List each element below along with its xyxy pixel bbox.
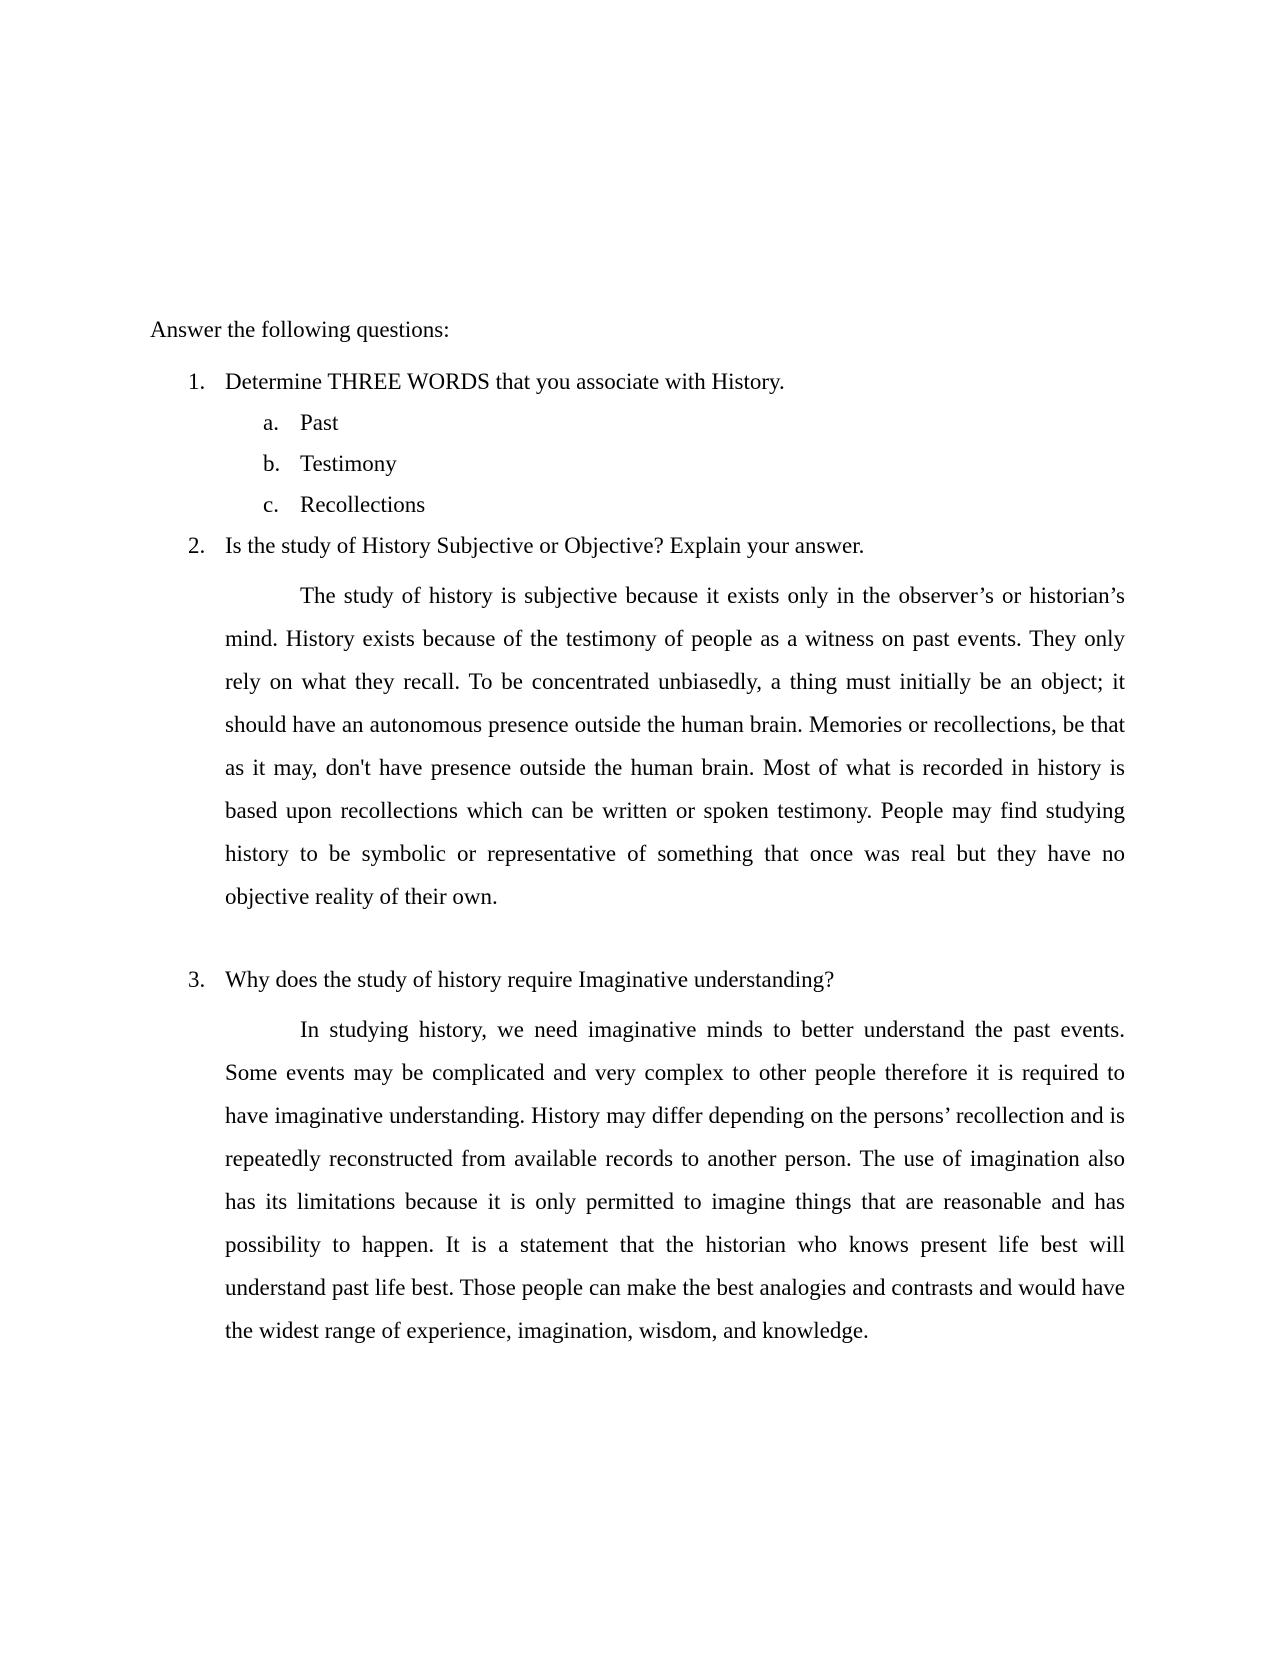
answer-letter: b. — [263, 451, 281, 476]
answer-word: Recollections — [300, 492, 426, 517]
answer-word: Testimony — [300, 451, 397, 476]
question-number: 3. — [188, 967, 206, 992]
question-text: Is the study of History Subjective or Objective? Explain your answer. — [225, 533, 865, 558]
question-text: Determine THREE WORDS that you associate with History. — [225, 369, 785, 394]
question-number: 2. — [188, 533, 206, 558]
answer-letter: a. — [263, 410, 279, 435]
answer-paragraph-3: In studying history, we need imaginative minds to better understand the past events. Some events may be complicated and very complex to other people therefore it is required to have imaginative understanding. History may differ depending on the persons’ recollection and is repeatedly reconstructed from available records to another person. The use of imagination also has its limitations because it is only permitted to imagine things that are reasonable and has possibility to happen. It is a statement that the historian who knows present life best will understand past life best. Those people can make the best analogies and contrasts and would have the widest range of experience, imagination, wisdom, and knowledge. — [225, 1017, 1125, 1343]
question-text: Why does the study of history require Imaginative understanding? — [225, 967, 835, 992]
instructions-heading: Answer the following questions: — [150, 317, 450, 342]
answer-paragraph-2: The study of history is subjective because it exists only in the observer’s or historian’s mind. History exists because of the testimony of people as a witness on past events. They only rely on what they recall. To be concentrated unbiasedly, a thing must initially be an object; it should have an autonomous presence outside the human brain. Memories or recollections, be that as it may, don't have presence outside the human brain. Most of what is recorded in history is based upon recollections which can be written or spoken testimony. People may find studying history to be symbolic or representative of something that once was real but they have no objective reality of their own. — [225, 583, 1125, 909]
question-number: 1. — [188, 369, 206, 394]
answer-letter: c. — [263, 492, 279, 517]
answer-word: Past — [300, 410, 339, 435]
